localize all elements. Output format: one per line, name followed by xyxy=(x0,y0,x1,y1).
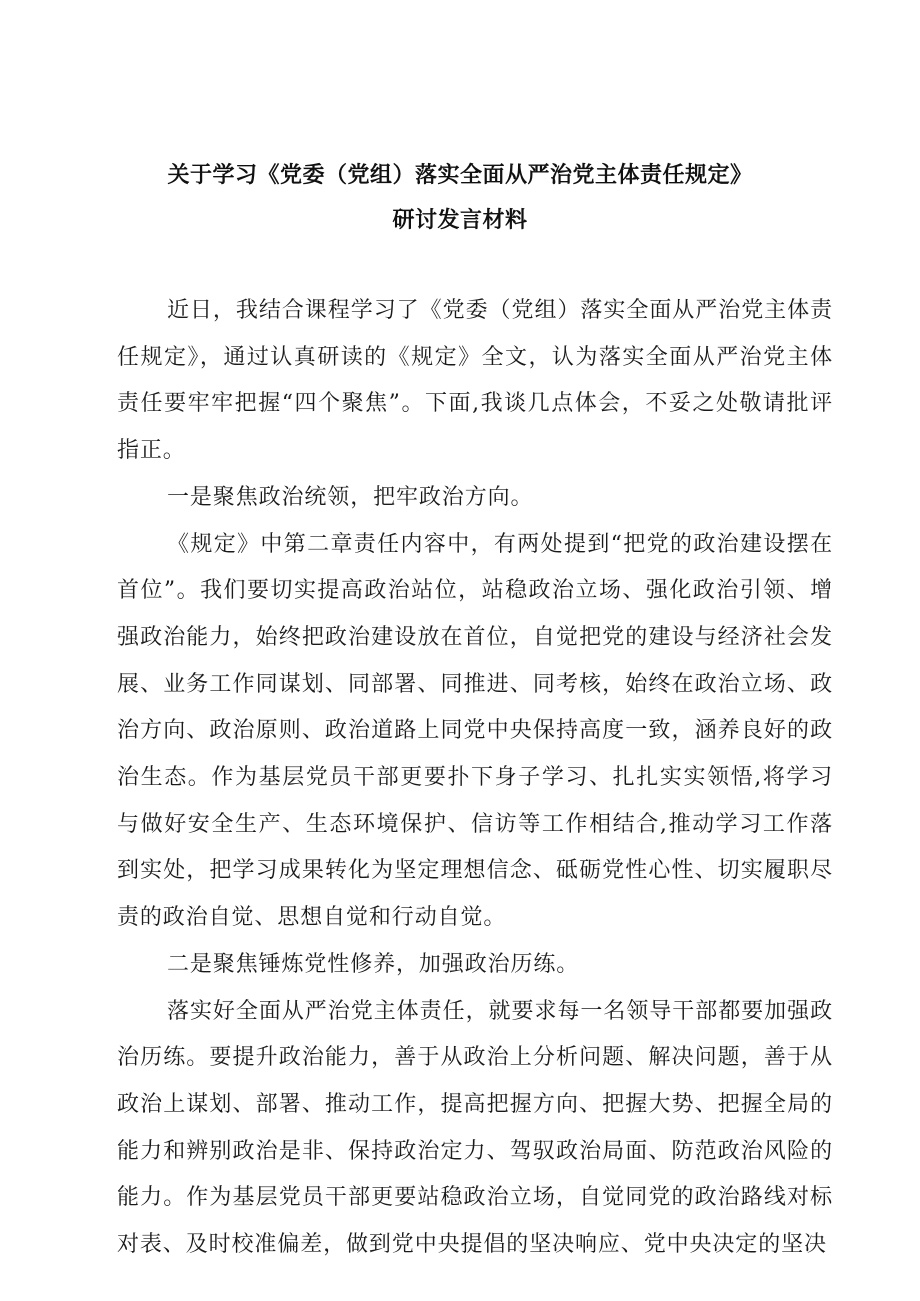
paragraph-heading-2: 二是聚焦锤炼党性修养，加强政治历练。 xyxy=(167,951,580,977)
paragraph-heading-1: 一是聚焦政治统领，把牢政治方向。 xyxy=(167,484,534,510)
paragraph-section-2: 落实好全面从严治党主体责任，就要求每一名领导干部都要加强政治历练。要提升政治能力，善于从政治上分析问题、解决问题，善于从政治上谋划、部署、推动工作，提高把握方向、把握大势、把握全局的能力和辨别政治是非、保持政治定力、驾驭政治局面、防范政治风险的能力。作为基层党员干部更要站稳政治立场，自觉同党的政治路线对标对表、及时校准偏差，做到党中央提倡的坚决响应、党中央决定的坚决 xyxy=(117,998,833,1258)
document-title-line2: 研讨发言材料 xyxy=(392,208,528,233)
document-body xyxy=(117,288,833,1269)
paragraph-section-1: 《规定》中第二章责任内容中，有两处提到“把党的政治建设摆在首位”。我们要切实提高政治站位，站稳政治立场、强化政治引领、增强政治能力，始终把政治建设放在首位，自觉把党的建设与经济社会发展、业务工作同谋划、同部署、同推进、同考核，始终在政治立场、政治方向、政治原则、政治道路上同党中央保持高度一致，涵养良好的政治生态。作为基层党员干部更要扑下身子学习、扎扎实实领悟,将学习与做好安全生产、生态环境保护、信访等工作相结合,推动学习工作落到实处，把学习成果转化为坚定理想信念、砥砺党性心性、切实履职尽责的政治自觉、思想自觉和行动自觉。 xyxy=(117,531,833,931)
paragraph-intro: 近日，我结合课程学习了《党委（党组）落实全面从严治党主体责任规定》，通过认真研读的《规定》全文，认为落实全面从严治党主体责任要牢牢把握“四个聚焦”。下面,我谈几点体会，不妥之处敬请批评指正。 xyxy=(117,298,833,464)
document-title-line1: 关于学习《党委（党组）落实全面从严治党主体责任规定》 xyxy=(167,163,753,188)
